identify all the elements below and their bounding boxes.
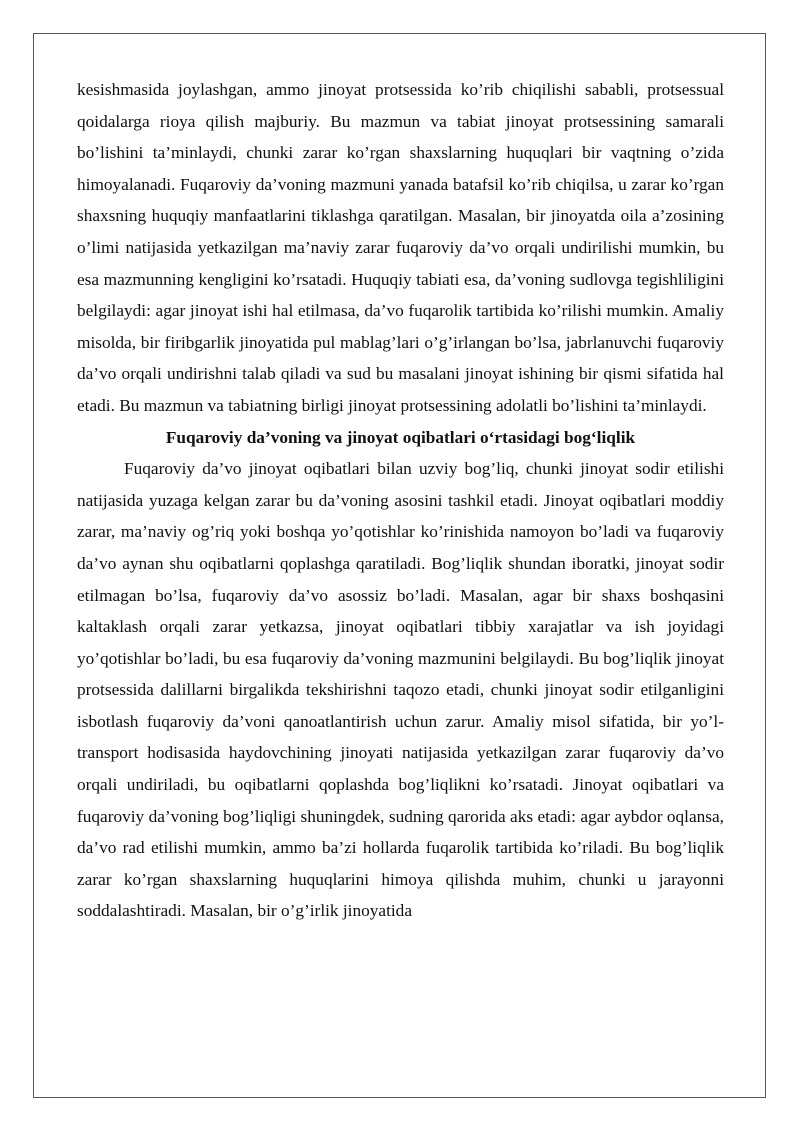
section-heading: Fuqaroviy da’voning va jinoyat oqibatlari o‘rtasidagi bog‘liqlik <box>165 427 636 447</box>
body-paragraph: kesishmasida joylashgan, ammo jinoyat protsessida ko’rib chiqilishi sababli, protsessual qoidalarga rioya qilish majburiy. Bu mazmun va tabiat jinoyat protsessining samarali bo’lishini ta’minlaydi, chunki zarar ko’rgan shaxslarning huquqlari bir vaqtning o’zida himoyalanadi. Fuqaroviy da’voning mazmuni yanada batafsil ko’rib chiqilsa, u zarar ko’rgan shaxsning huquqiy manfaatlarini tiklashga qaratilgan. Masalan, bir jinoyatda oila a’zosining o’limi natijasida yetkazilgan ma’naviy zarar fuqaroviy da’vo orqali undirilishi mumkin, bu esa mazmunning kengligini ko’rsatadi. Huquqiy tabiati esa, da’voning sudlovga tegishliligini belgilaydi: agar jinoyat ishi hal etilmasa, da’vo fuqarolik tartibida ko’rilishi mumkin. Amaliy misolda, bir firibgarlik jinoyatida pul mablag’lari o’g’irlangan bo’lsa, jabrlanuvchi fuqaroviy da’vo orqali undirishni talab qiladi va sud bu masalani jinoyat ishining bir qismi sifatida hal etadi. Bu mazmun va tabiatning birligi jinoyat protsessining adolatli bo’lishini ta’minlaydi. <box>77 80 724 415</box>
body-paragraph: Fuqaroviy da’vo jinoyat oqibatlari bilan uzviy bog’liq, chunki jinoyat sodir etilishi natijasida yuzaga kelgan zarar bu da’voning asosini tashkil etadi. Jinoyat oqibatlari moddiy zarar, ma’naviy og’riq yoki boshqa yo’qotishlar ko’rinishida namoyon bo’ladi va fuqaroviy da’vo aynan shu oqibatlarni qoplashga qaratiladi. Bog’liqlik shundan iboratki, jinoyat sodir etilmagan bo’lsa, fuqaroviy da’vo asossiz bo’ladi. Masalan, agar bir shaxs boshqasini kaltaklash orqali zarar yetkazsa, jinoyat oqibatlari tibbiy xarajatlar va ish joyidagi yo’qotishlar bo’ladi, bu esa fuqaroviy da’voning mazmunini belgilaydi. Bu bog’liqlik jinoyat protsessida dalillarni birgalikda tekshirishni taqozo etadi, chunki jinoyat sodir etilganligini isbotlash fuqaroviy da’voni qanoatlantirish uchun zarur. Amaliy misol sifatida, bir yo’l-transport hodisasida haydovchining jinoyati natijasida yetkazilgan zarar fuqaroviy da’vo orqali undiriladi, bu oqibatlarni qoplashda bog’liqlikni ko’rsatadi. Jinoyat oqibatlari va fuqaroviy da’voning bog’liqligi shuningdek, sudning qarorida aks etadi: agar aybdor oqlansa, da’vo rad etilishi mumkin, ammo ba’zi hollarda fuqarolik tartibida ko’riladi. Bu bog’liqlik zarar ko’rgan shaxslarning huquqlarini himoya qilishda muhim, chunki u jarayonni soddalashtiradi. Masalan, bir o’g’irlik jinoyatida <box>77 459 724 921</box>
document-body <box>77 74 724 927</box>
